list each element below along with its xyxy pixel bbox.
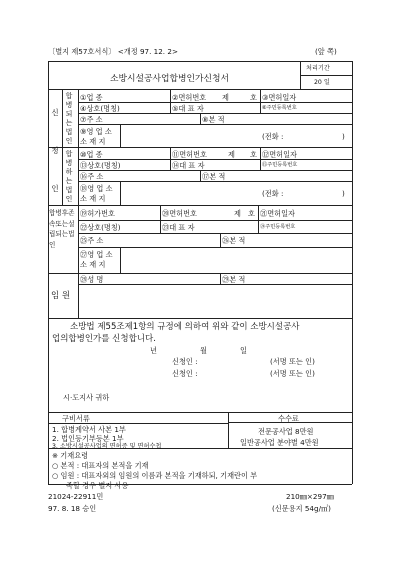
instruction-item: ○ 임원 : 대표자외의 임원의 이름과 본적을 기재하되, 기재란이 부 [52,471,258,480]
origin-label: ⑧본 적 [202,115,225,124]
ho-label: 호 [250,150,257,159]
company-name-label: ㉒상호(명칭) [80,223,121,232]
ho-label: 호 [250,93,257,102]
origin-label: ⑰본 적 [202,172,226,181]
je-label: 제 [222,93,229,102]
officer-name-label: ㉘성 명 [80,275,104,284]
instruction-item: 족할 경우 별지 사용 [66,481,129,490]
document-item: 3. 소방시설공사업의 면허증 및 면허수첩 [52,443,162,450]
office-location-label: ⑱영 업 소 소 재 지 [80,184,113,203]
document-item: 2. 법인등기부등본 1부 [52,434,124,443]
officers-label: 임 원 [51,291,71,301]
phone-close: ) [342,189,345,198]
paper-type: (신문용지 54g/㎡) [272,504,331,513]
fee-item: 일반공사업 분야별 4만원 [240,438,319,447]
year-label: 년 [150,346,157,355]
signer-1-label: 신청인 : [172,357,198,366]
phone-label: (전화 : [262,189,284,198]
representative-label: ⑤대 표 자 [172,104,204,113]
je-label: 제 [234,209,241,218]
paper-size: 210㎜×297㎜ [286,492,334,501]
addressee: 시·도지사 귀하 [63,393,110,402]
permit-number-label: ⑲허가번호 [80,209,115,218]
resident-number-label: ㉔주민등록번호 [260,224,296,230]
business-type-label: ⑩업 종 [80,150,103,159]
signer-2-sign: (서명 또는 인) [270,369,315,378]
address-label: ⑦주 소 [80,115,103,124]
license-date-label: ㉑면허일자 [260,209,295,218]
resident-number-label: ⑮주민등록번호 [262,162,298,168]
form-code: 21024-22911민 [48,492,104,501]
representative-label: ㉓대 표 자 [162,223,195,232]
approval-date: 97. 8. 18 승인 [48,504,97,513]
page-side: (앞 쪽) [315,47,337,56]
page-title: 소방시설공사업합병인가신청서 [110,74,229,84]
ho-label: 호 [248,209,255,218]
instruction-item: ○ 본적 : 대표자의 본적을 기재 [52,461,149,470]
office-location-label: ⑨영 업 소 소 재 지 [80,127,112,146]
address-label: ㉕주 소 [80,236,104,245]
license-number-label: ⑳면허번호 [162,209,197,218]
merged-company-label: 합병되는법인 [65,92,73,145]
license-date-label: ⑫면허일자 [262,150,297,159]
day-label: 일 [240,346,247,355]
company-name-label: ⑬상호(명칭) [80,161,121,170]
applicant-section-label: 신 청 인 [51,108,59,193]
signer-2-label: 신청인 : [172,369,198,378]
business-type-label: ①업 종 [80,93,103,102]
address-label: ⑯주 소 [80,172,104,181]
statement-line-1: 소방법 제55조제1항의 규정에 의하여 위와 같이 소방시설공사 [70,322,300,332]
fees-header: 수수료 [278,414,299,423]
license-date-label: ③면허일자 [262,93,297,102]
signer-1-sign: (서명 또는 인) [270,357,315,366]
je-label: 제 [228,150,235,159]
month-label: 월 [200,346,207,355]
origin-label: ㉖본 적 [222,236,246,245]
statement-line-2: 업의합병인가를 신청합니다. [52,334,156,344]
office-location-label: ㉗영 업 소 소 재 지 [80,250,113,269]
representative-label: ⑭대 표 자 [172,161,205,170]
document-item: 1. 합병계약서 사본 1부 [52,425,126,434]
officer-origin-label: ㉙본 적 [222,275,246,284]
processing-period-label: 처리기간 [306,65,330,72]
fee-item: 전문공사업 8만원 [258,427,314,436]
license-number-label: ⑪면허번호 [172,150,207,159]
processing-period-days: 20 일 [314,79,330,86]
license-number-label: ②면허번호 [172,93,207,102]
phone-close: ) [342,132,345,141]
form-number: 〔별지 제57호서식〕 <개정 97. 12. 2> [48,47,178,56]
phone-label: (전화 : [262,132,284,141]
surviving-company-label: 합병후존속또는설립되는법인 [49,209,75,249]
merging-company-label: 합병하는법인 [65,150,73,203]
resident-number-label: ⑥주민등록번호 [262,105,297,111]
instructions-header: ※ 기재요령 [52,451,89,460]
company-name-label: ④상호(명칭) [80,104,120,113]
documents-header: 구비서류 [62,414,90,423]
